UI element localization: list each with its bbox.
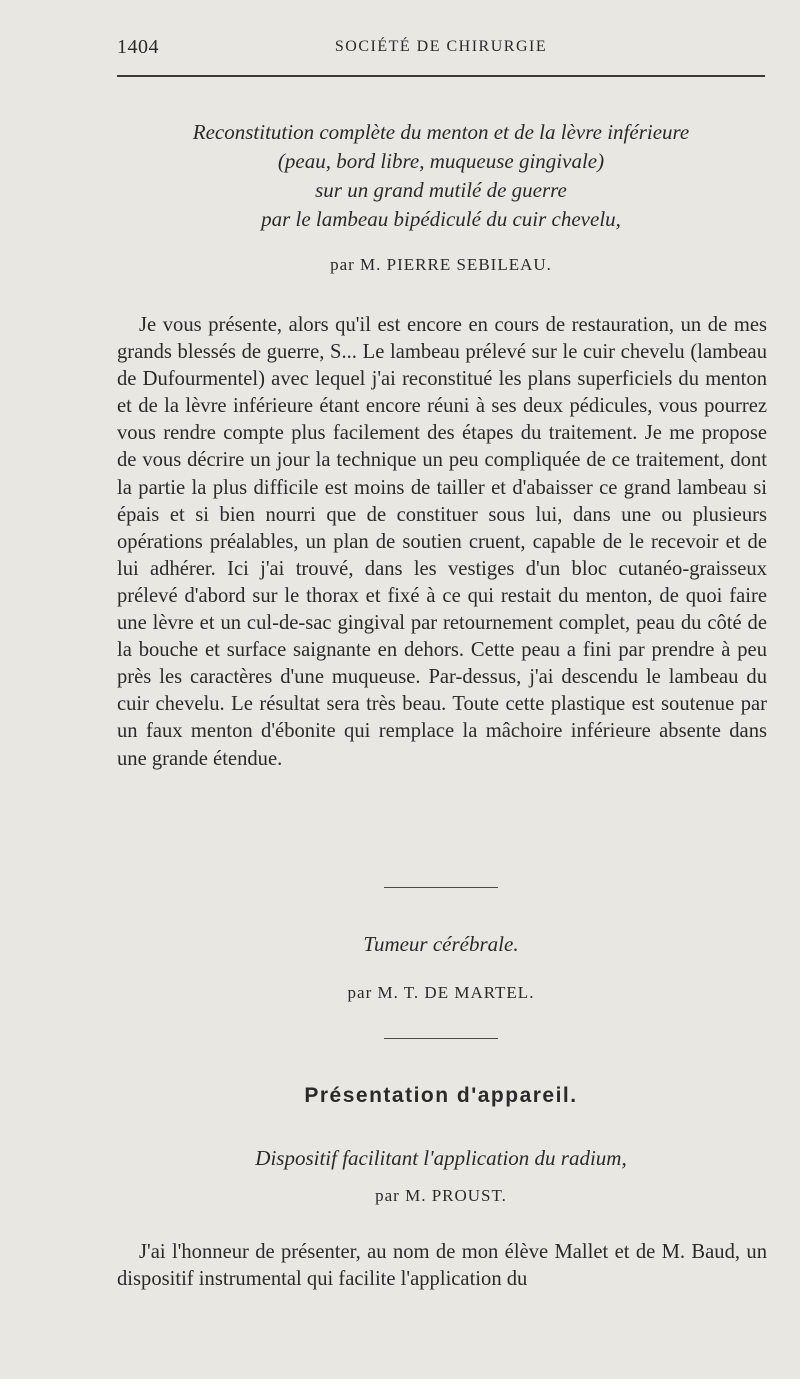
article-title-line: Reconstitution complète du menton et de la lèvre inférieure: [192, 120, 690, 144]
article-title: [117, 118, 765, 234]
header-rule: [117, 75, 765, 77]
running-head: [117, 36, 765, 62]
section-body-paragraph: J'ai l'honneur de présenter, au nom de mon élève Mallet et de M. Baud, un dispositif instrumental qui facilite l'application du: [117, 1241, 767, 1291]
article-title-line: sur un grand mutilé de guerre: [315, 178, 567, 202]
section-heading: Présentation d'appareil.: [304, 1084, 578, 1107]
section-divider: [384, 1038, 498, 1039]
article-title: Tumeur cérébrale.: [363, 932, 519, 956]
section-byline: par M. PROUST.: [375, 1186, 507, 1205]
article-byline: par M. T. DE MARTEL.: [347, 983, 535, 1002]
page-number: 1404: [117, 36, 159, 58]
article-title-line: par le lambeau bipédiculé du cuir chevelu,: [261, 207, 621, 231]
article-byline: par M. PIERRE SEBILEAU.: [330, 255, 552, 274]
section-subtitle: Dispositif facilitant l'application du radium,: [255, 1146, 627, 1170]
article-body-paragraph: Je vous présente, alors qu'il est encore en cours de restauration, un de mes grands blessés de guerre, S... Le lambeau prélevé sur le cuir chevelu (lambeau de Dufourmentel) avec lequel j'ai reconstitué les plans superficiels du menton et de la lèvre inférieure étant encore réuni à ses deux pédicules, vous pourrez vous rendre compte plus facilement des étapes du traitement. Je me propose de vous décrire un jour la technique un peu compliquée de ce traitement, dont la partie la plus difficile est moins de tailler et d'abaisser ce grand lambeau si épais et si bien nourri que de constituer sous lui, dans une ou plusieurs opérations préalables, un plan de soutien cruent, capable de le recevoir et de lui adhérer. Ici j'ai trouvé, dans les vestiges d'un bloc cutanéo-graisseux prélevé d'abord sur le thorax et fixé à ce qui restait du menton, de quoi faire une lèvre et un cul-de-sac gingival par retournement complet, peau du côté de la bouche et surface saignante en dehors. Cette peau a fini par prendre à peu près les caractères d'une muqueuse. Par-dessus, j'ai descendu le lambeau du cuir chevelu. Le résultat sera très beau. Toute cette plastique est soutenue par un faux menton d'ébonite qui remplace la mâchoire inférieure absente dans une grande étendue.: [117, 314, 767, 770]
section-divider: [384, 887, 498, 888]
journal-title: SOCIÉTÉ DE CHIRURGIE: [334, 38, 548, 55]
article-title-line: (peau, bord libre, muqueuse gingivale): [277, 149, 605, 173]
